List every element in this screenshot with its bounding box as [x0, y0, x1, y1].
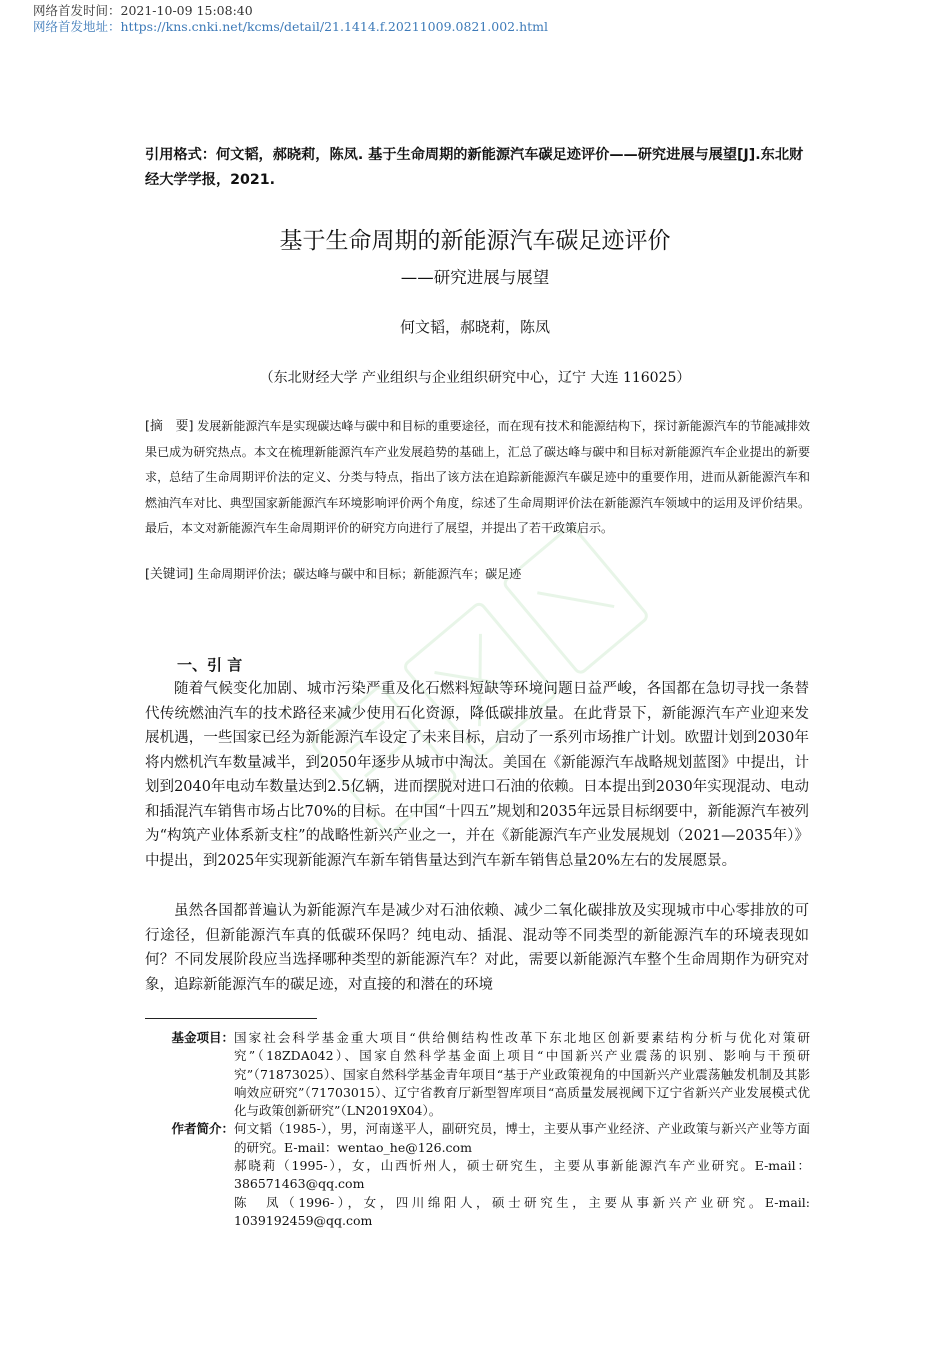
abstract-text: 发展新能源汽车是实现碳达峰与碳中和目标的重要途径，而在现有技术和能源结构下，探讨新能源汽车的节能减排效果已成为研究热点。本文在梳理新能源汽车产业发展趋势的基础上，汇总了碳达峰与碳中和目标对新能源汽车企业提出的新要求，总结了生命周期评价法的定义、分类与特点，指出了该方法在追踪新能源汽车碳足迹中的重要作用，进而从新能源汽车和燃油汽车对比、典型国家新能源汽车环境影响评价两个角度，综述了生命周期评价法在新能源汽车领域中的运用及评价结果。最后，本文对新能源汽车生命周期评价的研究方向进行了展望，并提出了若干政策启示。	[145, 419, 810, 536]
cnki-publish-time: 网络首发时间：2021-10-09 15:08:40	[33, 3, 253, 18]
author-bio: 何文韬（1985-），男，河南遂平人，副研究员，博士，主要从事产业经济、产业政策与新兴产业等方面的研究。E-mail：wentao_he@126.com	[234, 1121, 810, 1155]
body-paragraph: 虽然各国都普遍认为新能源汽车是减少对石油依赖、减少二氧化碳排放及实现城市中心零排放的可行途径，但新能源汽车真的低碳环保吗？纯电动、插混、混动等不同类型的新能源汽车的环境表现如何？不同发展阶段应当选择哪种类型的新能源汽车？对此，需要以新能源汽车整个生命周期作为研究对象，追踪新能源汽车的碳足迹，对直接的和潜在的环境	[145, 903, 809, 993]
body-paragraph: 随着气候变化加剧、城市污染严重及化石燃料短缺等环境问题日益严峻，各国都在急切寻找一条替代传统燃油汽车的技术路径来减少使用石化资源，降低碳排放量。在此背景下，新能源汽车产业迎来发展机遇，一些国家已经为新能源汽车设定了未来目标，启动了一系列市场推广计划。欧盟计划到2030年将内燃机汽车数量减半，到2050年逐步从城市中淘汰。美国在《新能源汽车战略规划蓝图》中提出，计划到2040年电动车数量达到2.5亿辆，进而摆脱对进口石油的依赖。日本提出到2030年实现混动、电动和插混汽车销售市场占比70%的目标。在中国“十四五”规划和2035年远景目标纲要中，新能源汽车被列为“构筑产业体系新支柱”的战略性新兴产业之一，并在《新能源汽车产业发展规划（2021—2035年）》中提出，到2025年实现新能源汽车新车销售量达到汽车新车销售总量20%左右的发展愿景。	[145, 681, 809, 869]
author-bio-label: 作者简介：	[171, 1121, 234, 1137]
author-list: 何文韬，郝晓莉，陈凤	[399, 318, 550, 336]
fund-label: 基金项目：	[171, 1030, 234, 1045]
paper-subtitle: ——研究进展与展望	[400, 268, 550, 287]
abstract-label: [摘 要]	[145, 419, 194, 434]
author-note	[145, 1120, 810, 1230]
keywords	[145, 563, 810, 586]
section-heading: 一、引 言	[177, 656, 243, 674]
footnotes	[145, 1029, 810, 1230]
fund-text: 国家社会科学基金重大项目“供给侧结构性改革下东北地区创新要素结构分析与优化对策研究”（18ZDA042）、国家自然科学基金面上项目“中国新兴产业震荡的识别、影响与干预研究”（71873025）、国家自然科学基金青年项目“基于产业政策视角的中国新兴产业震荡触发机制及其影响效应研究”（71703015）、辽宁省教育厅新型智库项目“高质量发展视阈下辽宁省新兴产业发展模式优化与政策创新研究”（LN2019X04）。	[234, 1030, 810, 1119]
abstract	[145, 414, 810, 542]
citation-format: 引用格式：何文韬，郝晓莉，陈凤. 基于生命周期的新能源汽车碳足迹评价——研究进展与展望[J].东北财经大学学报，2021.	[145, 147, 804, 188]
author-bio: 郝晓莉（1995-），女，山西忻州人，硕士研究生，主要从事新能源汽车产业研究。E-mail：386571463@qq.com	[234, 1158, 810, 1192]
keywords-text: 生命周期评价法；碳达峰与碳中和目标；新能源汽车；碳足迹	[197, 567, 522, 581]
footnote-divider	[145, 1018, 317, 1019]
paper-title: 基于生命周期的新能源汽车碳足迹评价	[279, 228, 671, 254]
cnki-publish-url[interactable]: 网络首发地址：https://kns.cnki.net/kcms/detail/21.1414.f.20211009.0821.002.html	[33, 19, 549, 34]
keywords-label: [关键词]	[145, 567, 194, 582]
fund-note	[145, 1029, 810, 1120]
author-bio: 陈 凤（1996-），女，四川绵阳人，硕士研究生，主要从事新兴产业研究。E-mail: 1039192459@qq.com	[234, 1194, 810, 1228]
affiliation: （东北财经大学 产业组织与企业组织研究中心，辽宁 大连 116025）	[259, 370, 691, 386]
